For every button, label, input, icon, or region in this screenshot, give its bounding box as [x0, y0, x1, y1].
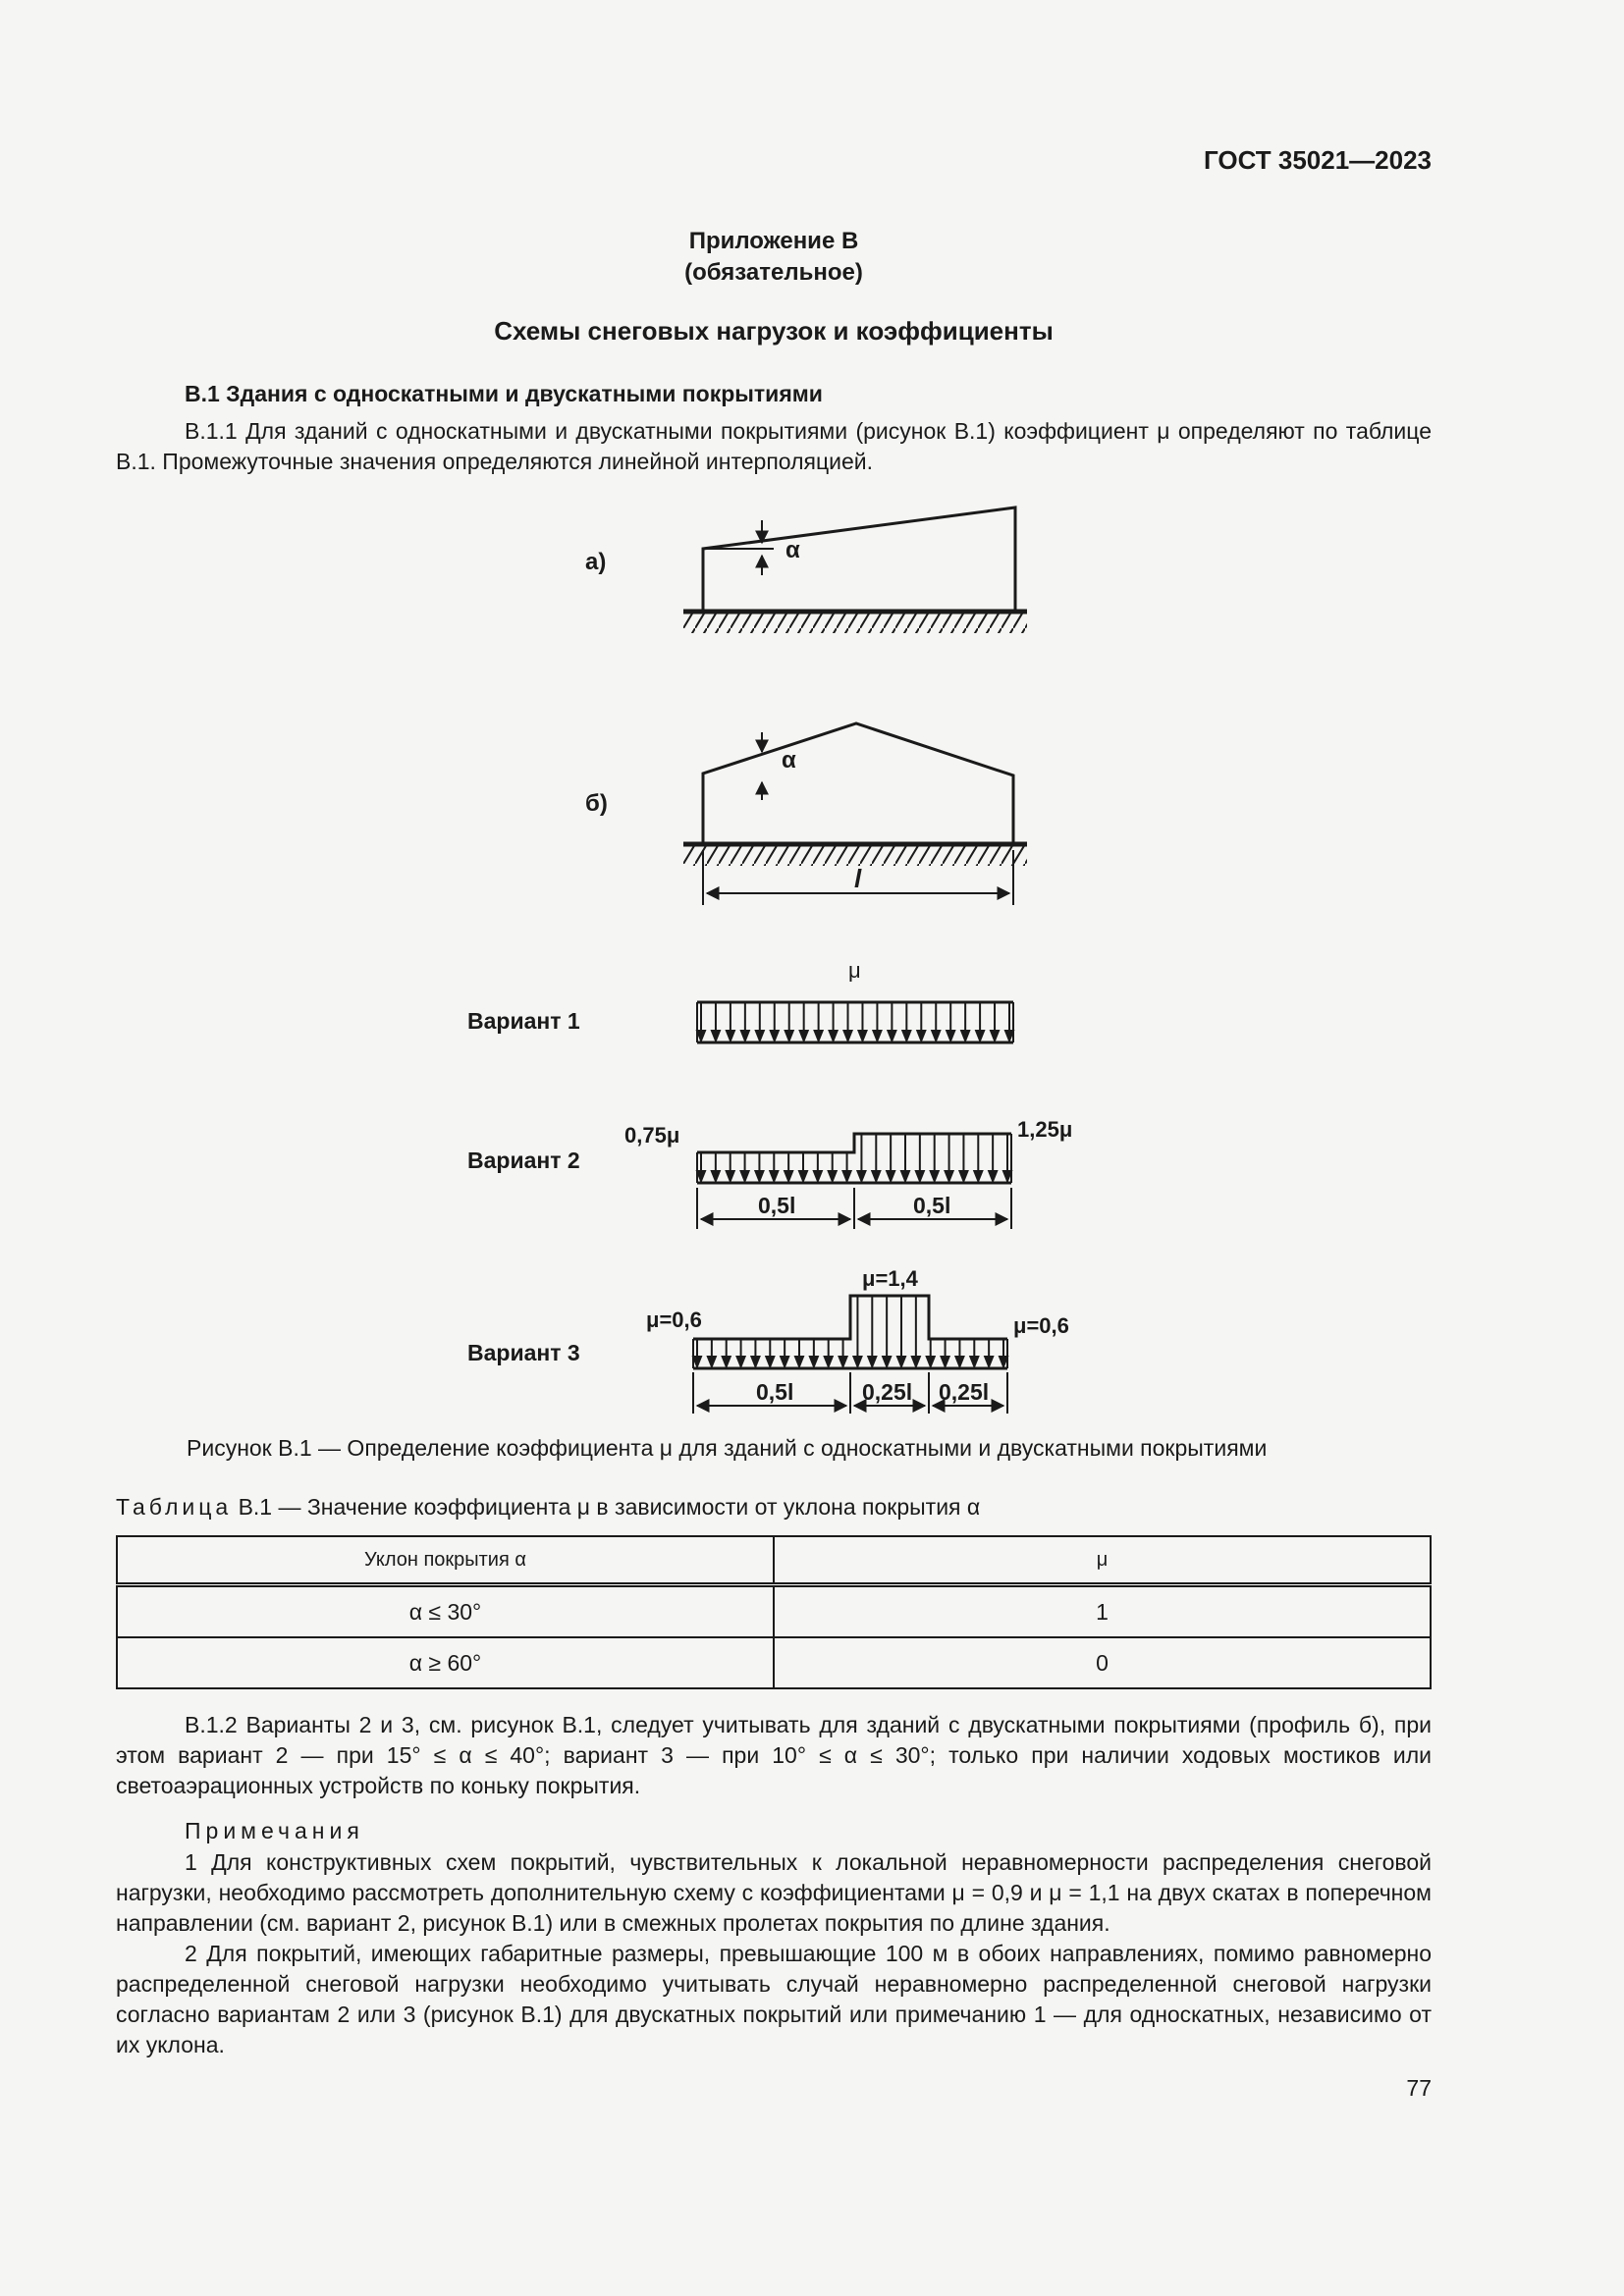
paragraph-2-text: В.1.2 Варианты 2 и 3, см. рисунок В.1, следует учитывать для зданий с двускатными покрытиями (профиль б), при этом вариант 2 — при 15° ≤ α ≤ 40°; вариант 3 — при 10° ≤ α ≤ 30°; только при наличии ходовых мостиков или светоаэрационных устройств по коньку покрытия. — [116, 1712, 1432, 1798]
load-arrow-head — [727, 1171, 734, 1181]
load-arrow-head — [912, 1357, 920, 1366]
variant-3-mid-value: μ=1,4 — [862, 1266, 918, 1291]
load-arrow-head — [942, 1357, 949, 1366]
page-title: Схемы снеговых нагрузок и коэффициенты — [494, 316, 1054, 346]
annex-heading — [116, 226, 1432, 289]
load-arrow-head — [917, 1031, 925, 1041]
variant-2-two-level-load — [467, 1117, 1072, 1229]
load-arrow-head — [697, 1031, 705, 1041]
load-arrow-head — [843, 1171, 851, 1181]
load-arrow-head — [785, 1171, 792, 1181]
load-arrow-head — [916, 1171, 924, 1181]
load-arrow-head — [741, 1031, 749, 1041]
load-arrow-head — [756, 1031, 764, 1041]
figure-b1 — [0, 471, 1624, 1443]
load-arrow-head — [873, 1031, 881, 1041]
variant-3-dim-1: 0,5l — [756, 1379, 794, 1405]
load-arrow-head — [712, 1031, 720, 1041]
table-caption — [116, 1494, 980, 1521]
load-arrow-head — [844, 1031, 852, 1041]
variant-3-dim-2: 0,25l — [862, 1379, 913, 1405]
load-arrow-head — [799, 1171, 807, 1181]
paragraph-2 — [116, 1710, 1432, 1801]
load-arrow-head — [825, 1357, 833, 1366]
section-title: В.1 Здания с односкатными и двускатными покрытиями — [185, 381, 823, 406]
profile-b-label: б) — [585, 790, 608, 817]
load-arrow-head — [741, 1171, 749, 1181]
load-arrow-head — [727, 1031, 734, 1041]
variant-3-dim-3: 0,25l — [939, 1379, 990, 1405]
load-arrow-head — [858, 1031, 866, 1041]
load-arrow-head — [751, 1357, 759, 1366]
variant-3-peak-load — [467, 1266, 1069, 1414]
load-arrow-head — [868, 1357, 876, 1366]
load-arrow-head — [815, 1031, 823, 1041]
variant-2-label: Вариант 2 — [467, 1148, 580, 1173]
variant-2-right-value: 1,25μ — [1017, 1117, 1073, 1142]
load-arrow-head — [931, 1171, 939, 1181]
paragraph-1 — [116, 416, 1432, 477]
load-arrow-head — [810, 1357, 818, 1366]
profile-b-double-slope — [585, 723, 1027, 905]
span-label: l — [854, 864, 862, 893]
figure-caption: Рисунок В.1 — Определение коэффициента μ для зданий с односкатными и двускатными покрытиями — [187, 1435, 1268, 1461]
load-arrow-head — [830, 1031, 838, 1041]
mu-coefficient-table — [116, 1535, 1432, 1689]
load-arrow-head — [1003, 1171, 1011, 1181]
load-arrow-head — [737, 1357, 745, 1366]
variant-1-mu: μ — [848, 958, 861, 983]
load-arrow-head — [814, 1171, 822, 1181]
load-arrow-head — [723, 1357, 731, 1366]
load-arrow-head — [1000, 1357, 1007, 1366]
load-arrow-head — [712, 1171, 720, 1181]
paragraph-1-text: В.1.1 Для зданий с односкатными и двускатными покрытиями (рисунок В.1) коэффициент μ определяют по таблице В.1. Промежуточные значения определяются линейной интерполяцией. — [116, 418, 1432, 474]
load-arrow-head — [883, 1357, 891, 1366]
load-arrow-head — [755, 1171, 763, 1181]
load-arrow-head — [853, 1357, 861, 1366]
load-arrow-head — [947, 1031, 954, 1041]
load-arrow-head — [872, 1171, 880, 1181]
load-arrow-head — [708, 1357, 716, 1366]
load-arrow-head — [785, 1031, 793, 1041]
load-arrow-head — [697, 1171, 705, 1181]
notes-list — [116, 1847, 1432, 2060]
load-arrow-head — [902, 1031, 910, 1041]
annex-title: Приложение В — [688, 228, 859, 254]
load-arrow-head — [946, 1171, 953, 1181]
profile-b-alpha: α — [782, 747, 796, 774]
variant-3-left-value: μ=0,6 — [646, 1308, 702, 1332]
page-number: 77 — [1406, 2075, 1432, 2101]
load-arrow-head — [1005, 1031, 1013, 1041]
load-arrow-head — [961, 1031, 969, 1041]
load-arrow-head — [901, 1171, 909, 1181]
load-arrow-head — [897, 1357, 905, 1366]
table-cell: 0 — [774, 1637, 1431, 1688]
load-arrow-head — [970, 1357, 978, 1366]
load-arrow-head — [887, 1171, 894, 1181]
load-arrow-head — [766, 1357, 774, 1366]
profile-a-alpha: α — [785, 537, 800, 563]
load-arrow-head — [771, 1031, 779, 1041]
table-caption-text: В.1 — Значение коэффициента μ в зависимости от уклона покрытия α — [232, 1494, 981, 1520]
load-arrow-head — [839, 1357, 847, 1366]
load-arrow-head — [989, 1171, 997, 1181]
variant-1-label: Вариант 1 — [467, 1008, 580, 1034]
table-row — [117, 1585, 1431, 1638]
variant-2-dim-left: 0,5l — [758, 1193, 796, 1218]
table-cell: α ≤ 30° — [117, 1585, 774, 1638]
load-arrow-head — [932, 1031, 940, 1041]
annex-status: (обязательное) — [684, 259, 863, 286]
load-arrow-head — [770, 1171, 778, 1181]
variant-2-left-value: 0,75μ — [624, 1123, 680, 1148]
variant-3-right-value: μ=0,6 — [1013, 1313, 1069, 1338]
variant-3-label: Вариант 3 — [467, 1340, 580, 1365]
note-item: 1 Для конструктивных схем покрытий, чувствительных к локальной неравномерности распределения снеговой нагрузки, необходимо рассмотреть дополнительную схему с коэффициентами μ = 0,9 и μ = 1,1 на двух скатах в поперечном направлении (см. вариант 2, рисунок В.1) или в смежных пролетах покрытия по длине здания. — [116, 1849, 1432, 1936]
table-header-row — [117, 1536, 1431, 1585]
variant-2-dim-right: 0,5l — [913, 1193, 951, 1218]
load-arrow-head — [976, 1031, 984, 1041]
document-code: ГОСТ 35021—2023 — [1204, 145, 1432, 175]
load-arrow-head — [888, 1031, 895, 1041]
load-arrow-head — [927, 1357, 935, 1366]
load-arrow-head — [829, 1171, 837, 1181]
load-arrow-head — [795, 1357, 803, 1366]
variant-1-uniform-load — [467, 958, 1013, 1042]
load-arrow-head — [857, 1171, 865, 1181]
load-arrow-head — [991, 1031, 999, 1041]
load-arrow-head — [693, 1357, 701, 1366]
table-cell: 1 — [774, 1585, 1431, 1638]
table-row — [117, 1637, 1431, 1688]
load-arrow-head — [955, 1357, 963, 1366]
col-header-mu: μ — [774, 1536, 1431, 1585]
notes-title: Примечания — [185, 1818, 364, 1843]
profile-a-single-slope — [585, 507, 1027, 633]
load-arrow-head — [800, 1031, 808, 1041]
profile-a-label: а) — [585, 549, 607, 575]
table-cell: α ≥ 60° — [117, 1637, 774, 1688]
load-arrow-head — [781, 1357, 788, 1366]
col-header-slope: Уклон покрытия α — [117, 1536, 774, 1585]
load-arrow-head — [985, 1357, 993, 1366]
table-caption-prefix: Таблица — [116, 1494, 233, 1520]
note-item: 2 Для покрытий, имеющих габаритные размеры, превышающие 100 м в обоих направлениях, помимо равномерно распределенной снеговой нагрузки необходимо учитывать случай неравномерно распределенной снеговой нагрузки согласно вариантам 2 или 3 (рисунок В.1) для двускатных покрытий или примечанию 1 — для односкатных, независимо от их уклона. — [116, 1941, 1432, 2057]
load-arrow-head — [974, 1171, 982, 1181]
load-arrow-head — [959, 1171, 967, 1181]
